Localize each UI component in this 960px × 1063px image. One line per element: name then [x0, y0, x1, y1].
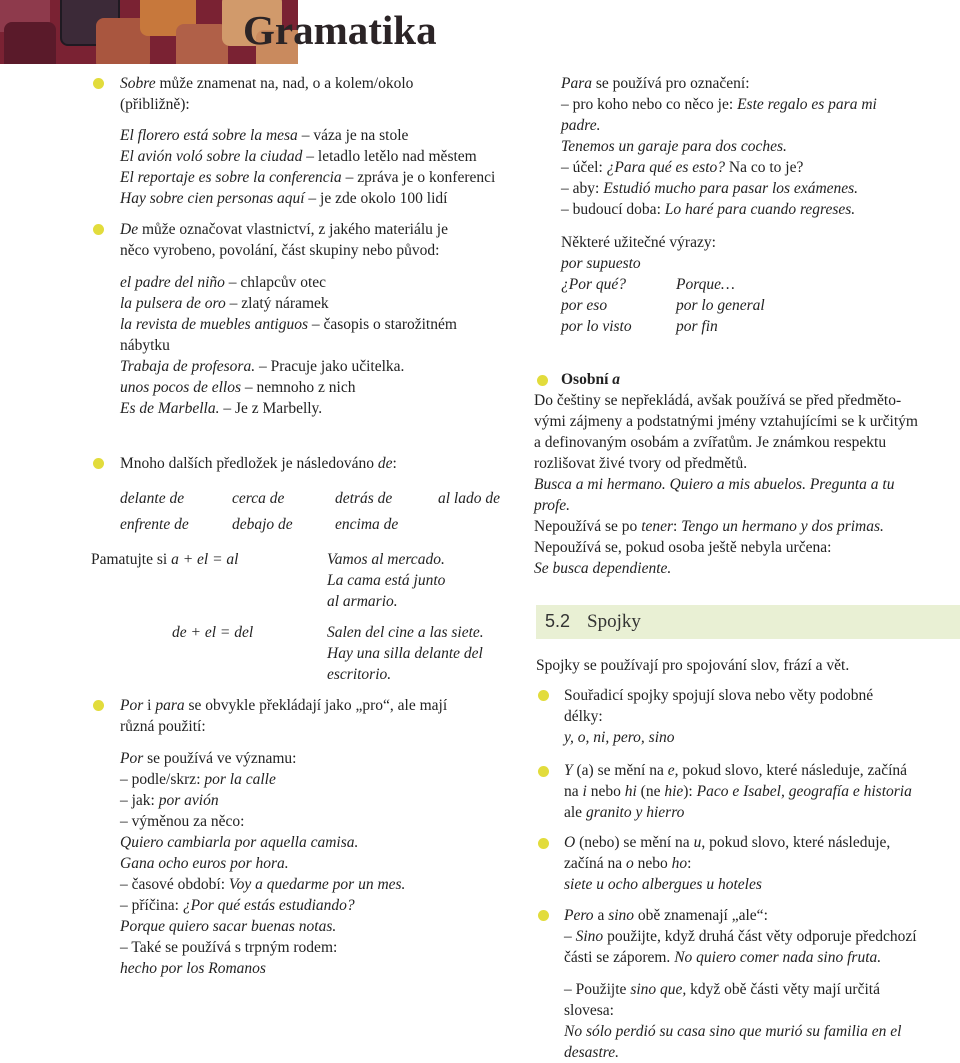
- para-section: Para se používá pro označení: – pro koho nebo co něco je: Este regalo es para mi padre. Tenemos un garaje para dos coches. – účel: ¿Para qué es esto? Na co to je? – aby: Estudió mucho para pasar los exámenes. – budoucí doba: Lo haré para cuando regreses.: [561, 75, 877, 218]
- pamatujte-rule-1: Pamatujte si a + el = al: [91, 551, 239, 568]
- spojky-bullet-1: Souřadicí spojky spojují slova nebo věty podobné délky: y, o, ni, pero, sino: [564, 687, 874, 746]
- pamatujte-rule-2: de + el = del: [172, 624, 254, 641]
- spojky-bullet-4-cont: – Použijte sino que, když obě části věty mají určitá slovesa: No sólo perdió su casa sino que murió su familia en el desastre.: [564, 981, 902, 1061]
- sobre-examples: El florero está sobre la mesa – váza je na stole El avión voló sobre la ciudad – letadlo letělo nad městem El reportaje es sobre la conferencia – zpráva je o konferenci Hay sobre cien personas aquí – je zde okolo 100 lidí: [120, 127, 496, 207]
- bullet-icon: [538, 690, 549, 701]
- section-heading-bar: [536, 605, 960, 639]
- spojky-bullet-4: Pero a sino obě znamenají „ale“: – Sino použijte, když druhá část věty odporuje předchozí části se záporem. No quiero comer nada sino fruta.: [564, 907, 917, 966]
- porpara-section: Por i para se obvykle překládají jako „pro“, ale mají různá použití:: [120, 697, 448, 735]
- mnoho-section: Mnoho dalších předložek je následováno de:: [120, 455, 397, 472]
- bullet-icon: [538, 766, 549, 777]
- sobre-section: Sobre může znamenat na, nad, o a kolem/okolo (přibližně):: [120, 75, 414, 113]
- section-number: 5.2: [545, 611, 571, 631]
- page-title: Gramatika: [243, 7, 437, 53]
- spojky-bullet-2: Y (a) se mění na e, pokud slovo, které následuje, začíná na i nebo hi (ne hie): Paco e Isabel, geografía e historia ale granito y hierro: [564, 762, 912, 821]
- bullet-icon: [93, 700, 104, 711]
- spojky-intro: Spojky se používají pro spojování slov, frází a vět.: [536, 657, 850, 674]
- bullet-icon: [93, 458, 104, 469]
- pamatujte-examples-2: Salen del cine a las siete. Hay una silla delante del escritorio.: [327, 624, 484, 683]
- bullet-icon: [538, 910, 549, 921]
- de-section: De může označovat vlastnictví, z jakého materiálu je něco vyrobeno, povolání, část skupiny nebo původ:: [120, 221, 448, 259]
- de-examples: el padre del niño – chlapcův otec la pulsera de oro – zlatý náramek la revista de muebles antiguos – časopis o starožitném nábytku Trabaja de profesora. – Pracuje jako učitelka. unos pocos de ellos – nemnoho z nich Es de Marbella. – Je z Marbelly.: [120, 274, 457, 417]
- bullet-icon: [537, 375, 548, 386]
- pamatujte-examples-1: Vamos al mercado. La cama está junto al armario.: [327, 551, 446, 610]
- osobni-a-text: Do češtiny se nepřekládá, avšak používá se před předměto- vými zájmeny a podstatnými jmény vztahujícími se k určitým a definovaným osobám a zvířatům. Je známkou respektu rozlišovat živé tvory od předmětů. Busca a mi hermano. Quiero a mis abuelos. Pregunta a tu profe. Nepoužívá se po tener: Tengo un hermano y dos primas. Nepoužívá se, pokud osoba ještě nebyla určena: Se busca dependiente.: [534, 392, 918, 577]
- bullet-icon: [93, 78, 104, 89]
- por-usage: Por se používá ve významu: – podle/skrz: por la calle – jak: por avión – výměnou za něco: Quiero cambiarla por aquella camisa. Gana ocho euros por hora. – časové období: Voy a quedarme por un mes. – příčina: ¿Por qué estás estudiando? Porque quiero sacar buenas notas. – Také se používá s trpným rodem: hecho por los Romanos: [120, 750, 406, 977]
- osobni-a-heading: Osobní a: [561, 371, 621, 388]
- useful-expressions-col-1: por supuesto ¿Por qué? por eso por lo visto: [561, 255, 641, 335]
- bullet-icon: [93, 224, 104, 235]
- spojky-bullet-3: O (nebo) se mění na u, pokud slovo, které následuje, začíná na o nebo ho: siete u ocho albergues u hoteles: [564, 834, 891, 893]
- section-title: Spojky: [587, 611, 641, 632]
- useful-expressions: Některé užitečné výrazy:: [561, 234, 716, 251]
- useful-expressions-col-2: Porque… por lo general por fin: [676, 276, 765, 335]
- bullet-icon: [538, 838, 549, 849]
